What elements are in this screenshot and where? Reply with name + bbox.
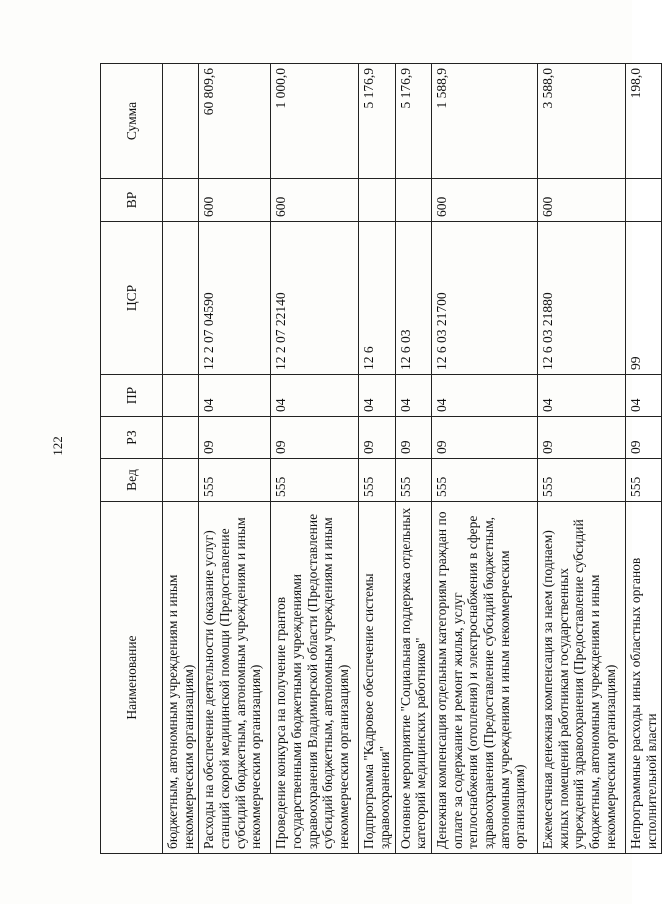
- row-ved: 555: [431, 459, 537, 502]
- row-vr: 600: [537, 179, 625, 222]
- row-ved: [163, 459, 199, 502]
- table-row: [199, 64, 271, 854]
- row-ved: 555: [625, 459, 661, 502]
- row-vr: 600: [199, 179, 271, 222]
- row-vr: [163, 179, 199, 222]
- row-rz: 09: [625, 417, 661, 459]
- row-rz: 09: [359, 417, 395, 459]
- table-row: [537, 64, 625, 854]
- row-name: Непрограммные расходы иных областных органов исполнительной власти: [625, 502, 661, 854]
- row-vr: 600: [271, 179, 359, 222]
- row-name: бюджетным, автономным учреждениям и иным некоммерческим организациям): [163, 502, 199, 854]
- table-header-row: [101, 64, 163, 854]
- row-sum: 1 588,9: [431, 64, 537, 179]
- row-ved: 555: [359, 459, 395, 502]
- row-pr: [163, 375, 199, 417]
- row-ved: 555: [199, 459, 271, 502]
- row-pr: 04: [625, 375, 661, 417]
- column-header-csr: ЦСР: [101, 222, 163, 375]
- row-name: Денежная компенсация отдельным категориям граждан по оплате за содержание и ремонт жилья, услуг теплоснабжения (отопления) и электроснабжения в сфере здравоохранения (Предоставление субсидий бюджетным, автономным учреждениям и иным некоммерческим организациям): [431, 502, 537, 854]
- column-header-rz: РЗ: [101, 417, 163, 459]
- row-csr: 99: [625, 222, 661, 375]
- row-csr: [163, 222, 199, 375]
- row-sum: 5 176,9: [395, 64, 431, 179]
- page-number: 122: [50, 436, 65, 456]
- row-name: Проведение конкурса на получение грантов государственными бюджетными учреждениями здравоохранения Владимирской области (Предоставление субсидий бюджетным, автономным учреждениям и иным некоммерческим организациям): [271, 502, 359, 854]
- row-csr: 12 6 03: [395, 222, 431, 375]
- row-csr: 12 2 07 22140: [271, 222, 359, 375]
- row-rz: 09: [271, 417, 359, 459]
- table-row: [163, 64, 199, 854]
- row-ved: 555: [395, 459, 431, 502]
- column-header-vr: ВР: [101, 179, 163, 222]
- row-name: Подпрограмма "Кадровое обеспечение системы здравоохранения": [359, 502, 395, 854]
- row-rz: 09: [537, 417, 625, 459]
- row-name: Основное мероприятие "Социальная поддержка отдельных категорий медицинских работников": [395, 502, 431, 854]
- row-vr: 600: [431, 179, 537, 222]
- row-sum: 198,0: [625, 64, 661, 179]
- row-sum: [163, 64, 199, 179]
- column-header-pr: ПР: [101, 375, 163, 417]
- row-sum: 3 588,0: [537, 64, 625, 179]
- budget-table: [100, 63, 662, 854]
- row-name: Расходы на обеспечение деятельности (оказание услуг) станций скорой медицинской помощи (Предоставление субсидий бюджетным, автономным учреждениям и иным некоммерческим организациям): [199, 502, 271, 854]
- row-sum: 1 000,0: [271, 64, 359, 179]
- row-sum: 5 176,9: [359, 64, 395, 179]
- row-rz: [163, 417, 199, 459]
- row-vr: [359, 179, 395, 222]
- row-pr: 04: [395, 375, 431, 417]
- column-header-ved: Вед: [101, 459, 163, 502]
- table-row: [271, 64, 359, 854]
- table-row: [359, 64, 395, 854]
- row-vr: [395, 179, 431, 222]
- row-vr: [625, 179, 661, 222]
- table-row: [395, 64, 431, 854]
- row-csr: 12 6: [359, 222, 395, 375]
- row-pr: 04: [271, 375, 359, 417]
- row-csr: 12 6 03 21700: [431, 222, 537, 375]
- column-header-sum: Сумма: [101, 64, 163, 179]
- row-sum: 60 809,6: [199, 64, 271, 179]
- table-row: [625, 64, 661, 854]
- row-pr: 04: [199, 375, 271, 417]
- row-csr: 12 2 07 04590: [199, 222, 271, 375]
- table-container: [100, 64, 659, 854]
- row-pr: 04: [537, 375, 625, 417]
- row-ved: 555: [271, 459, 359, 502]
- row-rz: 09: [395, 417, 431, 459]
- row-pr: 04: [431, 375, 537, 417]
- rotated-table-frame: [100, 64, 659, 854]
- row-pr: 04: [359, 375, 395, 417]
- table-row: [431, 64, 537, 854]
- row-name: Ежемесячная денежная компенсация за наем (поднаем) жилых помещений работникам государственных учреждений здравоохранения (Предоставление субсидий бюджетным, автономным учреждениям и иным некоммерческим организациям): [537, 502, 625, 854]
- row-rz: 09: [199, 417, 271, 459]
- row-rz: 09: [431, 417, 537, 459]
- row-csr: 12 6 03 21880: [537, 222, 625, 375]
- row-ved: 555: [537, 459, 625, 502]
- column-header-name: Наименование: [101, 502, 163, 854]
